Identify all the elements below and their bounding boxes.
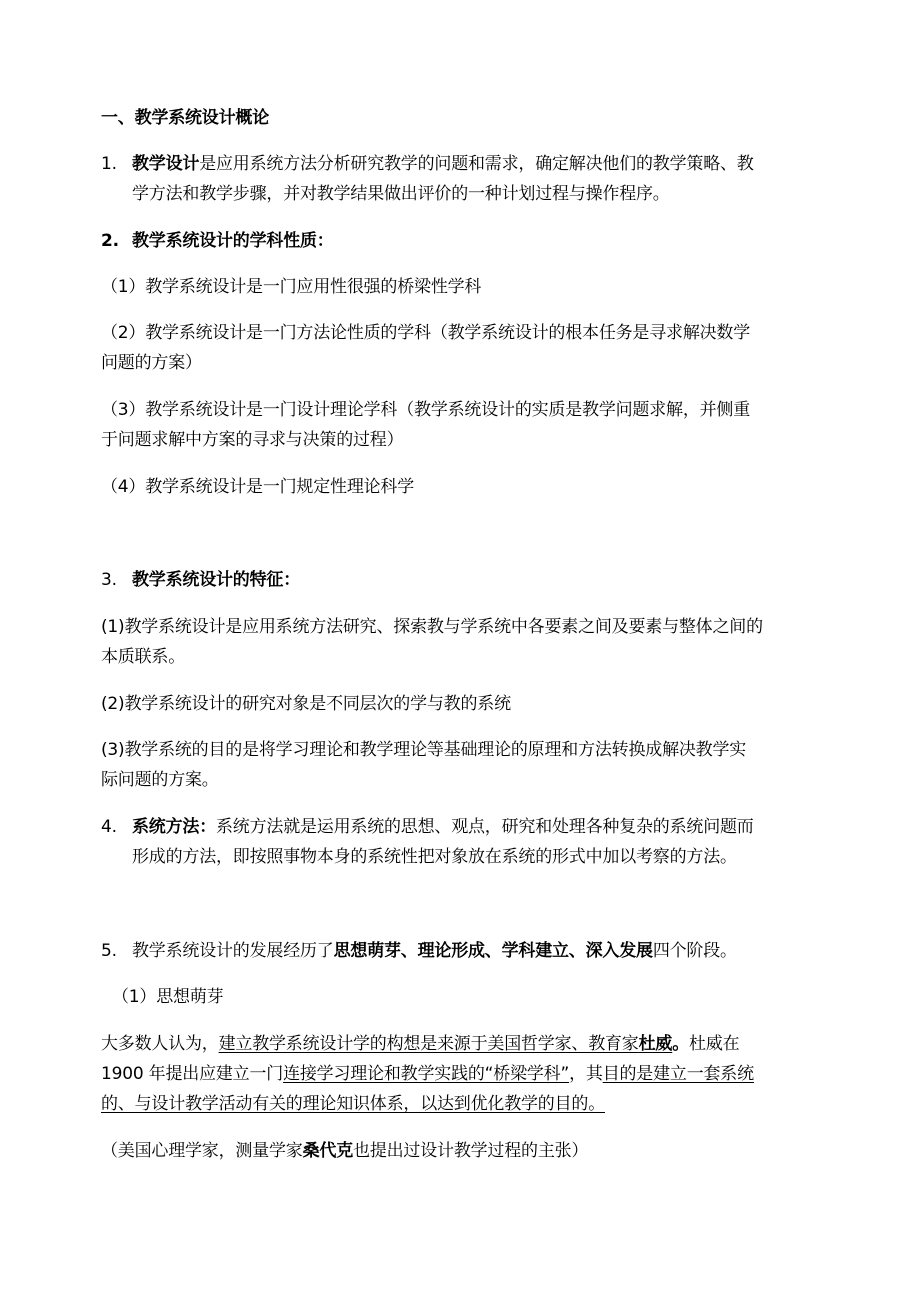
para-text: 1900 年提出应建立一门 <box>101 1064 284 1084</box>
item-5-prefix: 教学系统设计的发展经历了 <box>132 941 334 961</box>
note-text: 也提出过设计教学过程的主张） <box>353 1141 589 1161</box>
item-3-title: 教学系统设计的特征： <box>132 570 300 590</box>
item-1-line-1 <box>101 153 754 175</box>
item-2-title: 教学系统设计的学科性质： <box>132 231 334 251</box>
dewey-name: 杜威 <box>638 1034 673 1054</box>
para-period: 。 <box>672 1034 690 1054</box>
item-5-line <box>101 940 737 962</box>
para-text: 杜威在 <box>689 1034 740 1054</box>
item-2-number: 2. <box>101 231 119 251</box>
item-2-point-3-line-2: 于问题求解中方案的寻求与决策的过程） <box>101 430 404 450</box>
item-1-term: 教学设计 <box>132 154 200 174</box>
item-4-line-2: 形成的方法，即按照事物本身的系统性把对象放在系统的形式中加以考察的方法。 <box>132 847 737 867</box>
item-2-heading <box>101 230 334 252</box>
item-3-number: 3. <box>101 570 117 590</box>
item-2-point-1: （1）教学系统设计是一门应用性很强的桥梁性学科 <box>101 277 482 297</box>
thorndike-name: 桑代克 <box>302 1141 354 1161</box>
para-underlined-text: 的、与设计教学活动有关的理论知识体系，以达到优化教学的目的。 <box>101 1094 605 1114</box>
item-3-point-1-line-1: (1)教学系统设计是应用系统方法研究、探索教与学系统中各要素之间及要素与整体之间的 <box>101 617 763 637</box>
para-text: ，其 <box>569 1064 603 1084</box>
thorndike-note <box>101 1140 588 1162</box>
item-5-number: 5. <box>101 941 117 961</box>
item-3-point-2: (2)教学系统设计的研究对象是不同层次的学与教的系统 <box>101 694 511 714</box>
section-title: 一、教学系统设计概论 <box>101 108 269 128</box>
item-2-point-2-line-2: 问题的方案） <box>101 353 202 373</box>
item-2-point-4: （4）教学系统设计是一门规定性理论科学 <box>101 477 415 497</box>
item-5-suffix: 四个阶段。 <box>652 941 737 961</box>
para-text: 大多数人认为， <box>101 1034 219 1054</box>
item-4-number: 4. <box>101 817 117 837</box>
item-3-point-3-line-1: (3)教学系统的目的是将学习理论和教学理论等基础理论的原理和方法转换成解决教学实 <box>101 740 747 760</box>
para-underlined-text: 建立教学系统设计学的构想是来源于美国哲学家、教育家 <box>218 1034 639 1054</box>
para-line-2 <box>101 1063 754 1085</box>
para-underlined-text: 目的是建立一套系统 <box>602 1064 754 1084</box>
para-line-3 <box>101 1093 605 1115</box>
item-1-line-2: 学方法和教学步骤，并对教学结果做出评价的一种计划过程与操作程序。 <box>132 184 670 204</box>
item-2-point-2-line-1: （2）教学系统设计是一门方法论性质的学科（教学系统设计的根本任务是寻求解决数学 <box>101 323 751 343</box>
item-4-text: 系统方法就是运用系统的思想、观点，研究和处理各种复杂的系统问题而 <box>216 817 754 837</box>
item-1-number: 1. <box>101 154 117 174</box>
item-3-point-1-line-2: 本质联系。 <box>101 647 185 667</box>
item-3-point-3-line-2: 际问题的方案。 <box>101 770 219 790</box>
note-text: （美国心理学家，测量学家 <box>101 1141 303 1161</box>
item-4-term: 系统方法： <box>132 817 216 837</box>
item-1-text: 是应用系统方法分析研究教学的问题和需求，确定解决他们的教学策略、教 <box>199 154 754 174</box>
item-4-line-1 <box>101 816 754 838</box>
para-underlined-text: 连接学习理论和教学实践的“桥梁学科” <box>283 1064 570 1084</box>
item-2-point-3-line-1: （3）教学系统设计是一门设计理论学科（教学系统设计的实质是教学问题求解，并侧重 <box>101 400 751 420</box>
para-line-1 <box>101 1033 739 1055</box>
item-3-heading <box>101 569 300 591</box>
item-5-sub-1-title: （1）思想萌芽 <box>112 987 224 1007</box>
item-5-stages: 思想萌芽、理论形成、学科建立、深入发展 <box>333 941 653 961</box>
